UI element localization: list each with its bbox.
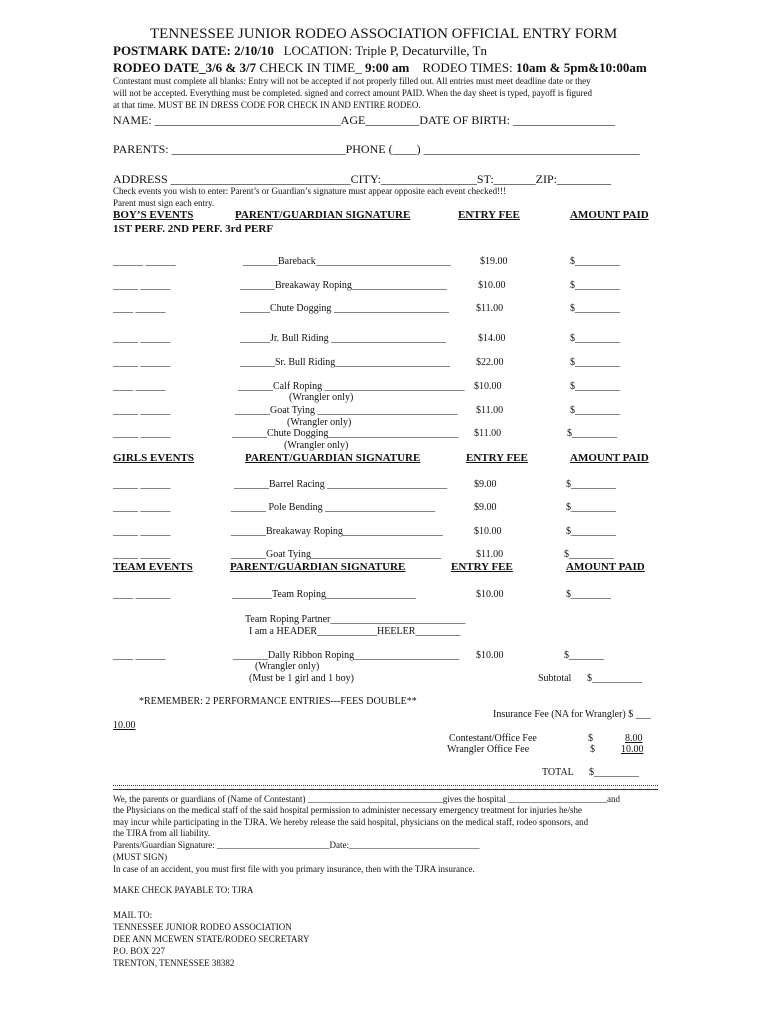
name-field[interactable]: NAME: _______________________________AGE_________DATE OF BIRTH: _________________ [113, 113, 615, 127]
guardian-signature-field[interactable]: Parents/Guardian Signature: _________________________Date:_____________________________ [113, 840, 480, 850]
check-note: Check events you wish to enter: Parent’s or Guardian’s signature must appear opposite each event checked!!! [113, 186, 507, 196]
instruction-line: at that time. MUST BE IN DRESS CODE FOR CHECK IN AND ENTIRE RODEO. [113, 100, 421, 110]
event-note: (Wrangler only) [284, 440, 349, 451]
amount-paid[interactable]: $_______ [564, 650, 604, 661]
wrangler-fee-dollar: $ [590, 744, 595, 755]
instruction-line: will not be accepted. Everything must be completed. signed and correct amount PAID. When the day sheet is typed, payoff is figured [113, 88, 592, 98]
entry-fee: $10.00 [476, 589, 504, 600]
event-signature[interactable]: _______Goat Tying ____________________________ [235, 405, 458, 416]
wrangler-fee-label: Wrangler Office Fee [447, 744, 530, 755]
event-signature[interactable]: _______Calf Roping ____________________________ [238, 381, 465, 392]
amount-paid-header: AMOUNT PAID [570, 452, 649, 464]
rodeo-times-label: RODEO TIMES: [422, 60, 513, 75]
amount-paid[interactable]: $________ [566, 589, 611, 600]
event-signature[interactable]: _______Bareback___________________________ [243, 256, 451, 267]
amount-paid[interactable]: $_________ [570, 303, 620, 314]
entry-fee: $14.00 [478, 333, 506, 344]
form-title: TENNESSEE JUNIOR RODEO ASSOCIATION OFFICIAL ENTRY FORM [150, 26, 618, 42]
event-signature[interactable]: _______Barrel Racing ________________________ [234, 479, 448, 490]
release-text: the TJRA from all liability. [113, 828, 210, 838]
total-field[interactable]: $_________ [589, 767, 639, 778]
perf-blanks[interactable]: ____ ______ [113, 303, 166, 314]
divider [113, 789, 658, 790]
release-text[interactable]: We, the parents or guardians of (Name of Contestant) ______________________________gives the hospital ______________________and [113, 794, 620, 804]
entry-fee: $9.00 [474, 479, 497, 490]
entry-fee: $10.00 [474, 526, 502, 537]
total-label: TOTAL [542, 767, 574, 778]
amount-paid[interactable]: $_________ [570, 357, 620, 368]
event-signature[interactable]: _______Chute Dogging__________________________ [232, 428, 459, 439]
divider [113, 785, 658, 786]
team-roping-partner-field[interactable]: Team Roping Partner___________________________ [245, 614, 466, 625]
payable-note: MAKE CHECK PAYABLE TO: TJRA [113, 885, 254, 895]
header-heeler-field[interactable]: I am a HEADER____________HEELER_________ [249, 626, 461, 637]
boys-events-header: BOY’S EVENTS [113, 209, 194, 221]
girls-events-header: GIRLS EVENTS [113, 452, 195, 464]
mail-line: TRENTON, TENNESSEE 38382 [113, 958, 235, 968]
amount-paid[interactable]: $_________ [564, 549, 614, 560]
parents-field[interactable]: PARENTS: _____________________________PHONE (____) ____________________________________ [113, 142, 640, 156]
amount-paid-header: AMOUNT PAID [566, 561, 645, 573]
amount-paid[interactable]: $_________ [570, 256, 620, 267]
event-note: (Wrangler only) [287, 417, 352, 428]
perf-blanks[interactable]: _____ ______ [113, 428, 171, 439]
team-events-header: TEAM EVENTS [113, 561, 193, 573]
subtotal-label: Subtotal [538, 673, 572, 684]
perf-blanks[interactable]: _____ ______ [113, 549, 171, 560]
contestant-fee-dollar: $ [588, 733, 593, 744]
insurance-fee-label: Insurance Fee (NA for Wrangler) $ ___ [493, 709, 651, 720]
amount-paid[interactable]: $_________ [570, 280, 620, 291]
mail-line: DEE ANN MCEWEN STATE/RODEO SECRETARY [113, 934, 310, 944]
entry-fee-header: ENTRY FEE [451, 561, 513, 573]
event-signature[interactable]: _______Breakaway Roping____________________ [231, 526, 443, 537]
signature-header: PARENT/GUARDIAN SIGNATURE [230, 561, 406, 573]
insurance-fee-amount: 10.00 [113, 720, 136, 731]
must-sign-note: (MUST SIGN) [113, 852, 168, 862]
event-signature[interactable]: ______Chute Dogging _______________________ [240, 303, 449, 314]
postmark-date: POSTMARK DATE: 2/10/10 [113, 43, 274, 58]
amount-paid[interactable]: $_________ [566, 502, 616, 513]
entry-fee: $9.00 [474, 502, 497, 513]
rodeo-times: 10am & 5pm&10:00am [516, 60, 647, 75]
amount-paid[interactable]: $_________ [570, 405, 620, 416]
contestant-fee-value: 8.00 [625, 733, 643, 744]
entry-fee: $22.00 [476, 357, 504, 368]
postmark-line [113, 44, 487, 57]
perf-blanks[interactable]: _____ ______ [113, 479, 171, 490]
perf-blanks[interactable]: _____ ______ [113, 333, 171, 344]
rodeo-line [113, 61, 647, 74]
perf-blanks[interactable]: _____ ______ [113, 502, 171, 513]
entry-fee: $10.00 [478, 280, 506, 291]
release-text: the Physicians on the medical staff of the said hospital permission to administer necessary emergency treatment for injuries he/she [113, 805, 583, 815]
checkin-label: CHECK IN TIME_ [259, 60, 362, 75]
perf-blanks[interactable]: ____ ______ [113, 381, 166, 392]
entry-fee: $11.00 [476, 405, 504, 416]
entry-fee: $11.00 [474, 428, 502, 439]
mail-line: TENNESSEE JUNIOR RODEO ASSOCIATION [113, 922, 292, 932]
remember-note: *REMEMBER: 2 PERFORMANCE ENTRIES---FEES DOUBLE** [139, 696, 417, 707]
location: LOCATION: Triple P, Decaturville, Tn [283, 43, 487, 58]
mail-line: P.O. BOX 227 [113, 946, 166, 956]
amount-paid-header: AMOUNT PAID [570, 209, 649, 221]
wrangler-fee-value: 10.00 [621, 744, 644, 755]
release-text: may incur while participating in the TJRA. We hereby release the said hospital, physicians on the medical staff, rodeo sponsors, and [113, 817, 589, 827]
insurance-note: In case of an accident, you must first file with you primary insurance, then with the TJRA insurance. [113, 864, 475, 874]
entry-fee: $11.00 [476, 549, 504, 560]
perf-blanks[interactable]: _____ ______ [113, 526, 171, 537]
perf-blanks[interactable]: _____ ______ [113, 405, 171, 416]
event-signature[interactable]: _______Goat Tying__________________________ [231, 549, 441, 560]
amount-paid[interactable]: $_________ [567, 428, 617, 439]
perf-header: 1ST PERF. 2ND PERF. 3rd PERF [113, 223, 274, 235]
entry-fee: $10.00 [476, 650, 504, 661]
event-signature[interactable]: ______Jr. Bull Riding _______________________ [240, 333, 447, 344]
event-signature[interactable]: _______Sr. Bull Riding_______________________ [240, 357, 451, 368]
event-signature[interactable]: _______ Pole Bending ______________________ [231, 502, 436, 513]
entry-fee: $10.00 [474, 381, 502, 392]
contestant-fee-label: Contestant/Office Fee [449, 733, 537, 744]
amount-paid[interactable]: $_________ [570, 381, 620, 392]
entry-fee-header: ENTRY FEE [466, 452, 528, 464]
checkin-time: 9:00 am [364, 60, 410, 75]
signature-header: PARENT/GUARDIAN SIGNATURE [245, 452, 421, 464]
entry-fee: $11.00 [476, 303, 504, 314]
check-note: Parent must sign each entry. [113, 198, 215, 208]
event-note: (Wrangler only) [289, 392, 354, 403]
perf-blanks[interactable]: _____ ______ [113, 280, 171, 291]
perf-blanks[interactable]: ____ _______ [113, 589, 171, 600]
instruction-line: Contestant must complete all blanks: Entry will not be accepted if not properly filled out. All entries must meet deadline date or they [113, 76, 591, 86]
perf-blanks[interactable]: ____ ______ [113, 650, 166, 661]
event-signature[interactable]: _______Dally Ribbon Roping_____________________ [233, 650, 460, 661]
amount-paid[interactable]: $_________ [566, 526, 616, 537]
event-note: (Must be 1 girl and 1 boy) [249, 673, 354, 684]
mail-line: MAIL TO: [113, 910, 153, 920]
entry-fee: $19.00 [480, 256, 508, 267]
event-signature[interactable]: _______Breakaway Roping___________________ [240, 280, 447, 291]
signature-header: PARENT/GUARDIAN SIGNATURE [235, 209, 411, 221]
subtotal-field[interactable]: $__________ [587, 673, 642, 684]
rodeo-date: RODEO DATE_3/6 & 3/7 [113, 60, 257, 75]
perf-blanks[interactable]: ______ ______ [113, 256, 176, 267]
address-field[interactable]: ADDRESS ______________________________CITY:________________ST:_______ZIP:_________ [113, 172, 611, 186]
entry-fee-header: ENTRY FEE [458, 209, 520, 221]
perf-blanks[interactable]: _____ ______ [113, 357, 171, 368]
amount-paid[interactable]: $_________ [570, 333, 620, 344]
amount-paid[interactable]: $_________ [566, 479, 616, 490]
event-signature[interactable]: ________Team Roping__________________ [232, 589, 417, 600]
event-note: (Wrangler only) [255, 661, 320, 672]
